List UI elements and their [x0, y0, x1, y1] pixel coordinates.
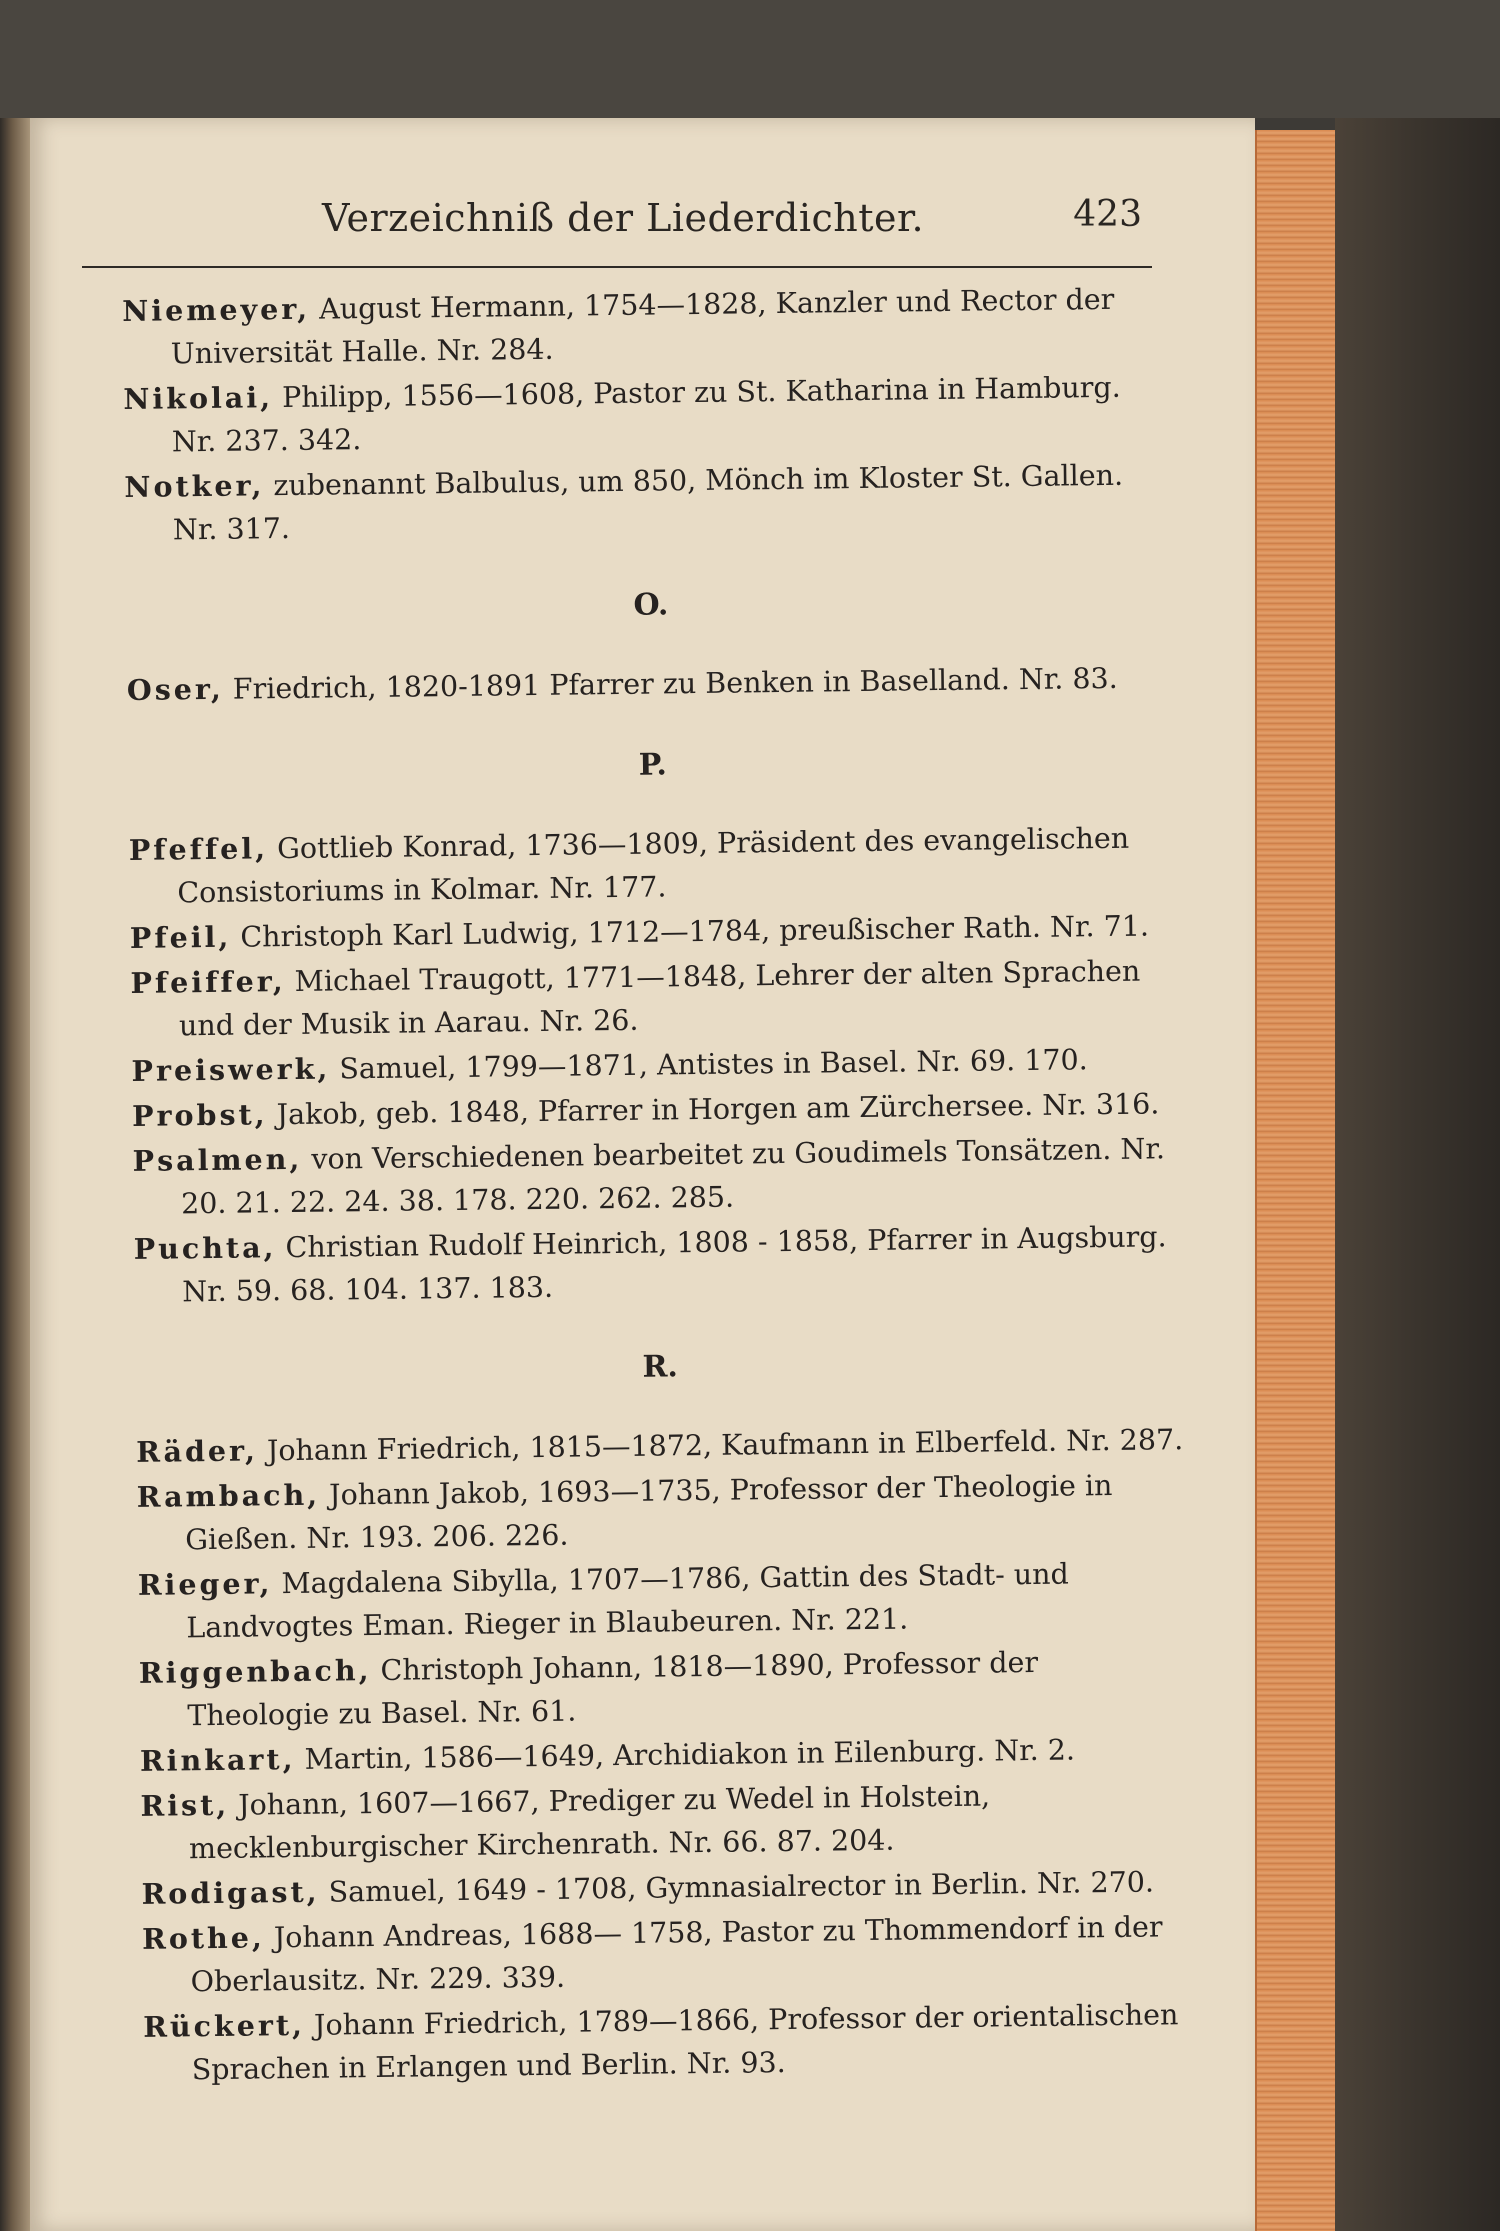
entry-text: Magdalena Sibylla, 1707—1786, Gattin des Stadt- und Landvogtes Eman. Rieger in Blaubeuren. Nr. 221. [186, 1557, 1069, 1645]
entry-name: Rambach, [136, 1477, 321, 1514]
book-spine [0, 118, 30, 2231]
entry-text: Michael Traugott, 1771—1848, Lehrer der alten Sprachen und der Musik in Aarau. Nr. 26. [178, 954, 1141, 1043]
entry-text: Gottlieb Konrad, 1736—1809, Präsident des evangelischen Consistoriums in Kolmar. Nr. 177. [177, 821, 1130, 910]
index-entry [124, 453, 1175, 552]
entry-text: Jakob, geb. 1848, Pfarrer in Horgen am Zürchersee. Nr. 316. [267, 1087, 1160, 1132]
entry-name: Rückert, [143, 2007, 306, 2044]
page-number: 423 [1073, 194, 1142, 235]
entry-name: Riggenbach, [138, 1653, 372, 1690]
background-top [0, 0, 1500, 118]
entry-name: Oser, [126, 671, 224, 707]
index-entry [143, 1993, 1194, 2092]
entry-text: Johann Friedrich, 1815—1872, Kaufmann in Elberfeld. Nr. 287. [257, 1423, 1184, 1468]
entry-name: Psalmen, [132, 1141, 303, 1178]
entry-name: Rinkart, [139, 1741, 296, 1778]
entry-text: Christian Rudolf Heinrich, 1808 - 1858, Pfarrer in Augsburg. Nr. 59. 68. 104. 137. 183. [182, 1220, 1167, 1309]
entry-text: zubenannt Balbulus, um 850, Mönch im Kloster St. Gallen. Nr. 317. [172, 458, 1124, 547]
index-entry [138, 1551, 1189, 1650]
index-entry [142, 1905, 1193, 2004]
entry-text: Johann Friedrich, 1789—1866, Professor der orientalischen Sprachen in Erlangen und Berlin. Nr. 93. [191, 1998, 1179, 2087]
entry-text: Christoph Johann, 1818—1890, Professor der Theologie zu Basel. Nr. 61. [187, 1645, 1039, 1733]
index-entry [127, 656, 1177, 712]
index-entry [122, 277, 1173, 376]
entry-text: Christoph Karl Ludwig, 1712—1784, preußischer Rath. Nr. 71. [231, 909, 1150, 954]
book-cover [1335, 118, 1500, 2231]
entry-text: Johann, 1607—1667, Prediger zu Wedel in Holstein, mecklenburgischer Kirchenrath. Nr. 66. 87. 204. [188, 1779, 991, 1866]
page-edges [1255, 130, 1337, 2231]
section-letter: O. [633, 587, 669, 623]
entry-name: Pfeiffer, [130, 964, 286, 1000]
index-entry [133, 1215, 1184, 1314]
entry-name: Rodigast, [141, 1874, 320, 1911]
entry-name: Pfeil, [129, 919, 232, 955]
entry-name: Niemeyer, [122, 291, 311, 328]
index-body [122, 277, 1194, 2094]
entry-text: Martin, 1586—1649, Archidiakon in Eilenburg. Nr. 2. [295, 1733, 1076, 1776]
entry-name: Notker, [124, 468, 265, 504]
index-entry [132, 1127, 1183, 1226]
index-entry [123, 365, 1174, 464]
entry-name: Rieger, [137, 1566, 273, 1602]
index-entry [139, 1639, 1190, 1738]
entry-text: Philipp, 1556—1608, Pastor zu St. Katharina in Hamburg. Nr. 237. 342. [171, 370, 1121, 459]
entry-name: Rothe, [141, 1920, 265, 1956]
entry-name: Puchta, [133, 1230, 277, 1266]
entry-name: Probst, [131, 1097, 268, 1133]
index-entry [136, 1463, 1187, 1562]
entry-text: August Hermann, 1754—1828, Kanzler und Rector der Universität Halle. Nr. 284. [170, 282, 1115, 371]
page-header [82, 186, 1152, 268]
entry-text: von Verschiedenen bearbeitet zu Goudimels Tonsätzen. Nr. 20. 21. 22. 24. 38. 178. 220. 262. 285. [180, 1132, 1166, 1221]
entry-name: Preiswerk, [131, 1051, 331, 1088]
running-title: Verzeichniß der Liederdichter. [322, 196, 925, 240]
section-letter: R. [642, 1349, 679, 1385]
index-entry [129, 816, 1180, 915]
entry-text: Samuel, 1649 - 1708, Gymnasialrector in Berlin. Nr. 270. [319, 1865, 1155, 1909]
index-entry [130, 949, 1181, 1048]
index-entry [140, 1772, 1191, 1871]
entry-name: Rist, [140, 1787, 230, 1823]
entry-text: Samuel, 1799—1871, Antistes in Basel. Nr. 69. 170. [330, 1043, 1088, 1086]
entry-text: Johann Andreas, 1688— 1758, Pastor zu Thommendorf in der Oberlausitz. Nr. 229. 339. [190, 1910, 1163, 1999]
entry-text: Friedrich, 1820-1891 Pfarrer zu Benken in Baselland. Nr. 83. [223, 661, 1118, 706]
entry-name: Pfeffel, [128, 831, 269, 867]
section-letter: P. [638, 747, 668, 783]
entry-name: Räder, [135, 1433, 259, 1469]
entry-name: Nikolai, [123, 380, 274, 416]
entry-text: Johann Jakob, 1693—1735, Professor der Theologie in Gießen. Nr. 193. 206. 226. [185, 1468, 1113, 1557]
